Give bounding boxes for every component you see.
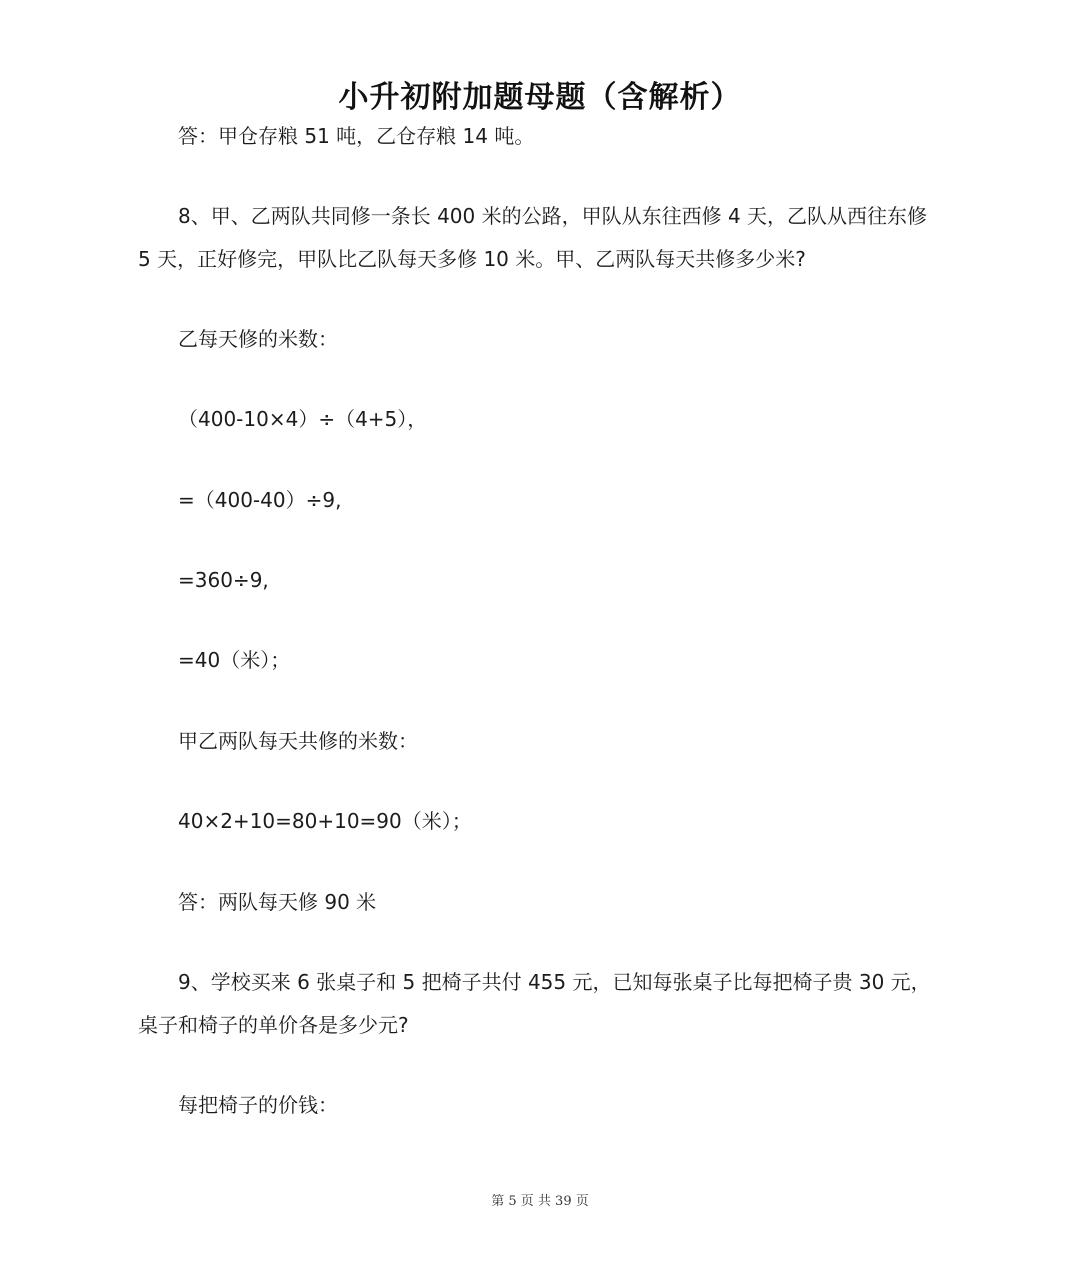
answer-line-8: 答：两队每天修 90 米 <box>178 890 377 914</box>
solution-expression: 40×2+10=80+10=90（米）； <box>178 809 472 833</box>
solution-expression: =40（米）； <box>178 648 291 672</box>
solution-expression: =（400-40）÷9, <box>178 488 342 512</box>
document-title: 小升初附加题母题（含解析） <box>338 80 742 115</box>
solution-step-label: 乙每天修的米数： <box>178 327 338 351</box>
solution-step-label: 甲乙两队每天共修的米数： <box>178 729 418 753</box>
question-9-line-2: 桌子和椅子的单价各是多少元? <box>138 1013 409 1037</box>
page-number: 第 5 页 共 39 页 <box>491 1194 589 1209</box>
question-8-line-1: 8、甲、乙两队共同修一条长 400 米的公路，甲队从东往西修 4 天，乙队从西往东修 <box>178 204 928 228</box>
question-9-line-1: 9、学校买来 6 张桌子和 5 把椅子共付 455 元，已知每张桌子比每把椅子贵 30 元， <box>178 970 931 994</box>
solution-step-label: 每把椅子的价钱： <box>178 1093 338 1117</box>
answer-line-7: 答：甲仓存粮 51 吨，乙仓存粮 14 吨。 <box>178 124 535 148</box>
solution-expression: （400-10×4）÷（4+5）， <box>178 407 428 431</box>
solution-expression: =360÷9, <box>178 568 269 592</box>
question-8-line-2: 5 天，正好修完，甲队比乙队每天多修 10 米。甲、乙两队每天共修多少米? <box>138 247 806 271</box>
